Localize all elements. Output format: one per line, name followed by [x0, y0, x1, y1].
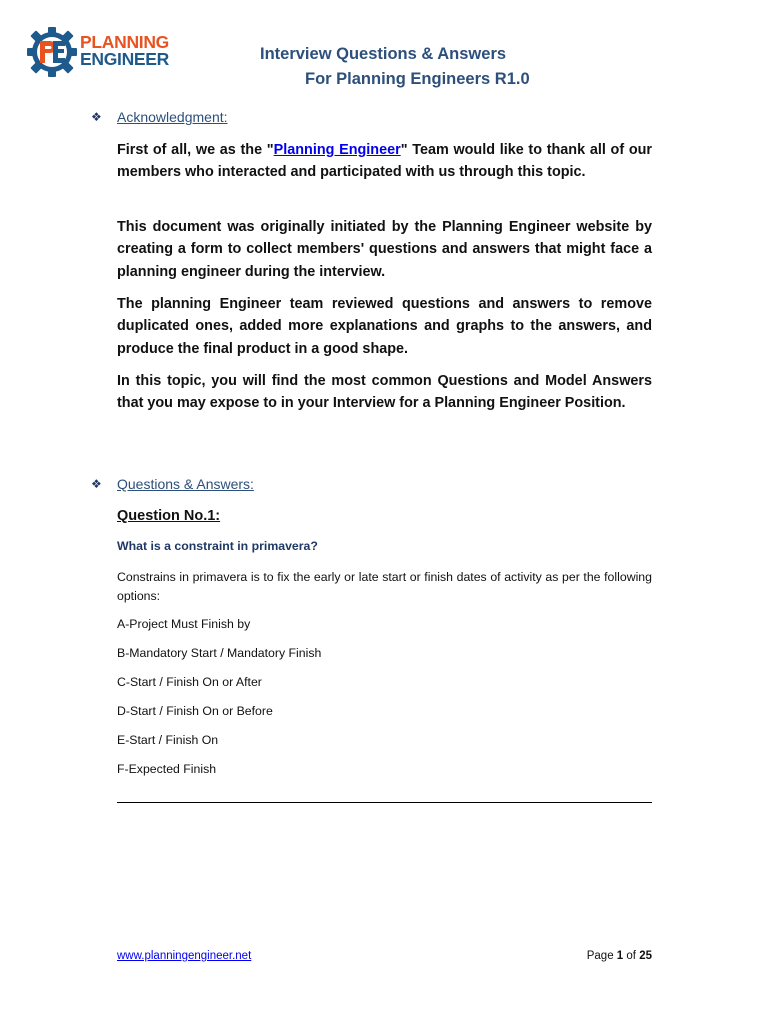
total-pages: 25 — [639, 950, 652, 962]
section-divider — [117, 802, 652, 803]
option-item: B-Mandatory Start / Mandatory Finish — [117, 646, 322, 660]
page-label: Page — [586, 950, 614, 962]
acknowledgment-heading: Acknowledgment: — [117, 109, 228, 125]
acknowledgment-paragraph-1 — [117, 139, 652, 184]
of-label: of — [626, 950, 636, 962]
paragraph-text: First of all, we as the " — [117, 142, 274, 158]
acknowledgment-paragraph-3: The planning Engineer team reviewed questions and answers to remove duplicated ones, added more explanations and graphs to the answers, and produce the final product in a good shape. — [117, 296, 652, 357]
diamond-bullet-icon: ❖ — [91, 110, 102, 124]
planning-engineer-logo — [26, 26, 186, 78]
document-title-line1: Interview Questions & Answers — [260, 45, 507, 63]
question-text: What is a constraint in primavera? — [117, 539, 318, 553]
acknowledgment-paragraph-2: This document was originally initiated by the Planning Engineer website by creating a form to collect members' questions and answers that might face a planning engineer during the interview. — [117, 219, 652, 280]
answer-text: Constrains in primavera is to fix the early or late start or finish dates of activity as per the following options: — [117, 570, 652, 603]
acknowledgment-paragraph-4: In this topic, you will find the most common Questions and Model Answers that you may expose to in your Interview for a Planning Engineer Position. — [117, 373, 652, 412]
logo-wordmark — [80, 34, 169, 68]
logo-line-planning: PLANNING — [80, 32, 169, 52]
option-item: A-Project Must Finish by — [117, 617, 251, 631]
planning-engineer-link[interactable]: Planning Engineer — [273, 142, 401, 158]
logo-line-engineer: ENGINEER — [80, 49, 170, 69]
page-number — [587, 950, 652, 962]
option-item: E-Start / Finish On — [117, 733, 219, 747]
option-item: F-Expected Finish — [117, 762, 217, 776]
current-page: 1 — [616, 950, 624, 962]
document-title-line2: For Planning Engineers R1.0 — [305, 70, 530, 88]
question-number: Question No.1: — [117, 508, 221, 524]
footer-website-link[interactable]: www.planningengineer.net — [117, 950, 252, 962]
gear-logo-icon — [26, 26, 78, 78]
questions-answers-heading: Questions & Answers: — [117, 476, 254, 492]
paragraph-text: " Team would like to thank all of our members who interacted and participated with us through this topic. — [117, 142, 652, 181]
option-item: D-Start / Finish On or Before — [117, 704, 273, 718]
option-item: C-Start / Finish On or After — [117, 675, 262, 689]
diamond-bullet-icon: ❖ — [91, 477, 102, 491]
